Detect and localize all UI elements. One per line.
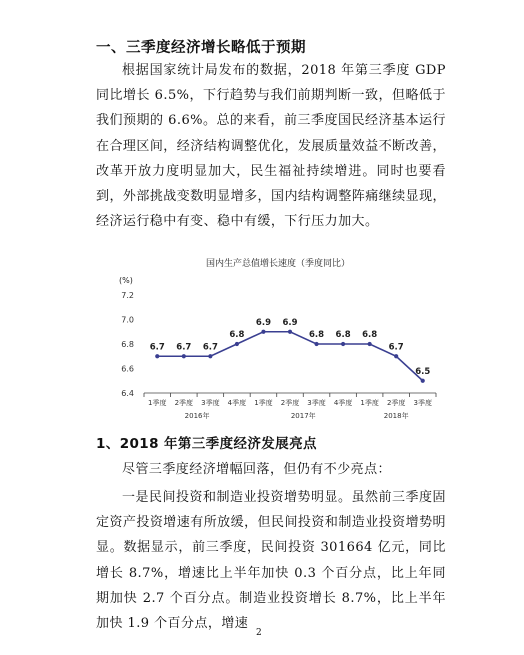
gdp-series <box>150 318 431 383</box>
x-tick-label: 2季度 <box>174 399 194 407</box>
x-group-label: 2017年 <box>290 412 316 420</box>
data-label: 6.8 <box>335 330 351 340</box>
x-tick-label: 3季度 <box>201 399 220 407</box>
data-label: 6.9 <box>255 317 271 328</box>
y-axis <box>121 291 134 398</box>
gdp-series-line <box>157 332 422 381</box>
x-tick-label: 1季度 <box>148 399 167 407</box>
x-tick-label: 3季度 <box>413 399 432 407</box>
data-point <box>288 330 292 334</box>
data-point <box>155 354 159 358</box>
data-point <box>421 379 425 383</box>
data-point <box>261 330 265 334</box>
section-heading-q3-growth: 一、三季度经济增长略低于预期 <box>96 40 306 56</box>
section-heading-q3-highlights: 1、2018 年第三季度经济发展亮点 <box>96 436 317 452</box>
paragraph-private-investment: 一是民间投资和制造业投资增势明显。虽然前三季度固定资产投资增速有所放缓，但民间投资和制造业投资增势明显。数据显示，前三季度，民间投资 301664 亿元，同比增长 8.7%，增速比上半年加快 0.3 个百分点，比上年同期加快 2.7 个百分点。制造业投资增长 8.7%，比上半年加快 1.9 个百分点，增速 <box>96 490 446 632</box>
data-label: 6.7 <box>202 342 218 353</box>
chart-y-unit-label: (%) <box>119 276 133 285</box>
x-tick-label: 1季度 <box>254 399 273 407</box>
y-tick-label: 7.2 <box>121 291 134 300</box>
x-tick-label: 3季度 <box>307 399 326 407</box>
data-point <box>235 342 239 346</box>
x-tick-label: 2季度 <box>386 399 406 407</box>
x-group-label: 2018年 <box>383 412 409 420</box>
data-point <box>314 342 318 346</box>
paragraph-q3-overview: 根据国家统计局发布的数据，2018 年第三季度 GDP 同比增长 6.5%，下行趋势与我们前期判断一致，但略低于我们预期的 6.6%。总的来看，前三季度国民经济基本运行在合理区间，经济结构调整优化，发展质量效益不断改善，改革开放力度明显加大，民生福祉持续增进。同时也要看到，外部挑战变数明显增多，国内结构调整阵痛继续显现，经济运行稳中有变、稳中有缓，下行压力加大。 <box>96 63 446 230</box>
x-tick-label: 4季度 <box>227 399 247 407</box>
gdp-growth-chart <box>106 253 446 428</box>
data-point <box>394 354 398 358</box>
data-label: 6.5 <box>415 366 431 377</box>
data-label: 6.7 <box>149 342 165 353</box>
page-number: 2 <box>256 628 262 638</box>
y-tick-label: 6.4 <box>121 389 134 398</box>
x-tick-label: 1季度 <box>360 399 379 407</box>
data-point <box>182 354 186 358</box>
x-group-label: 2016年 <box>184 412 210 420</box>
data-label: 6.8 <box>229 330 245 340</box>
paragraph-highlights-intro: 尽管三季度经济增幅回落，但仍有不少亮点： <box>122 462 392 477</box>
data-label: 6.8 <box>362 330 378 340</box>
x-axis <box>144 393 436 420</box>
data-point <box>368 342 372 346</box>
x-tick-label: 2季度 <box>280 399 300 407</box>
data-point <box>341 342 345 346</box>
data-label: 6.9 <box>282 317 298 328</box>
data-label: 6.7 <box>176 342 192 353</box>
x-tick-label: 4季度 <box>333 399 353 407</box>
y-tick-label: 6.8 <box>121 340 134 349</box>
chart-title: 国内生产总值增长速度（季度同比） <box>205 259 351 269</box>
y-tick-label: 6.6 <box>121 364 134 374</box>
data-label: 6.8 <box>309 330 325 340</box>
data-label: 6.7 <box>388 342 404 353</box>
data-point <box>208 354 212 358</box>
y-tick-label: 7.0 <box>121 315 134 325</box>
